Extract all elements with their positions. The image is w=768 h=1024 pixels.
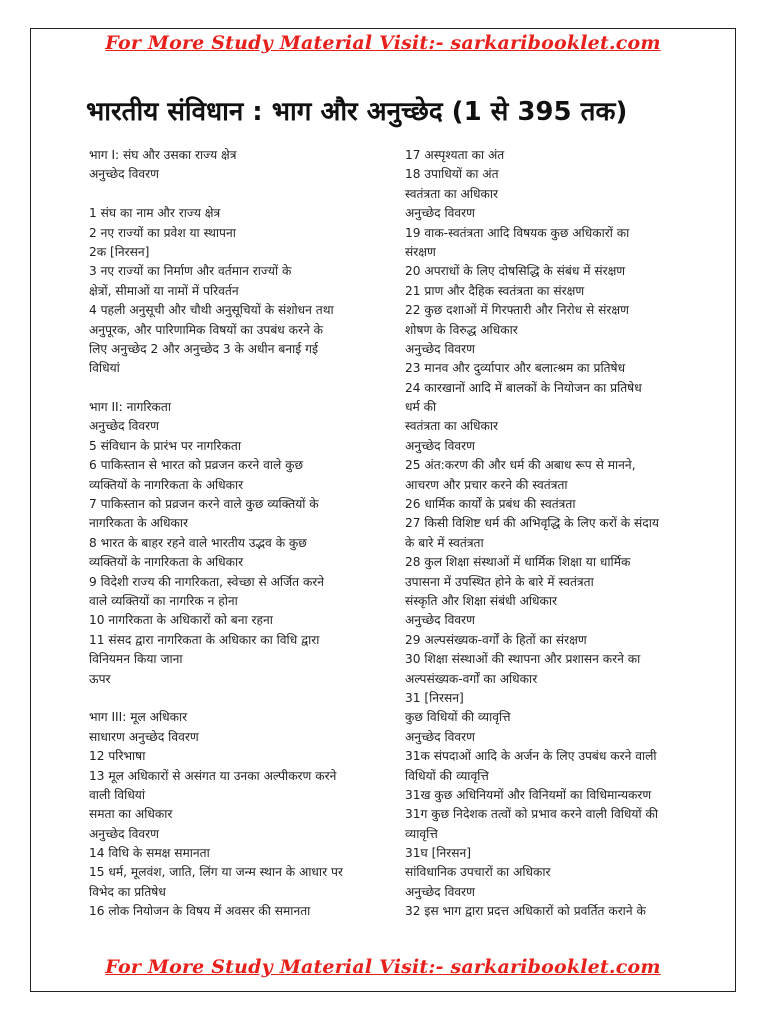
text-line: व्यक्तियों के नागरिकता के अधिकार [89, 555, 244, 570]
text-line: विधियां [89, 361, 120, 376]
text-line: 31क संपदाओं आदि के अर्जन के लिए उपबंध करने वाली [405, 749, 657, 764]
text-line: 13 मूल अधिकारों से असंगत या उनका अल्पीकरण करने [89, 768, 337, 783]
text-line: विभेद का प्रतिषेध [89, 884, 166, 899]
text-line: समता का अधिकार [89, 807, 173, 822]
text-line: 25 अंत:करण की और धर्म की अबाध रूप से मानने, [405, 458, 636, 473]
text-line: 15 धर्म, मूलवंश, जाति, लिंग या जन्म स्थान के आधार पर [89, 865, 343, 880]
text-line: 32 इस भाग द्वारा प्रदत्त अधिकारों को प्रवर्तित कराने के [405, 904, 646, 919]
spacer-line [89, 185, 389, 204]
text-line: भाग II: नागरिकता [89, 400, 172, 415]
text-line: 29 अल्पसंख्यक-वर्गों के हितों का संरक्षण [405, 632, 587, 647]
spacer-line [89, 379, 389, 398]
text-line: 12 परिभाषा [89, 749, 146, 764]
text-line: लिए अनुच्छेद 2 और अनुच्छेद 3 के अधीन बनाई गई [89, 341, 318, 356]
text-line: 26 धार्मिक कार्यों के प्रबंध की स्वतंत्रता [405, 497, 576, 512]
text-line: विधियों की व्यावृत्ति [405, 768, 489, 783]
text-line: अल्पसंख्यक-वर्गों का अधिकार [405, 671, 538, 686]
text-line: 4 पहली अनुसूची और चौथी अनुसूचियों के संशोधन तथा [89, 303, 334, 318]
text-line: 5 संविधान के प्रारंभ पर नागरिकता [89, 438, 242, 453]
text-line: 28 कुल शिक्षा संस्थाओं में धार्मिक शिक्षा या धार्मिक [405, 555, 631, 570]
text-line: कुछ विधियों की व्यावृत्ति [405, 710, 511, 725]
text-line: 8 भारत के बाहर रहने वाले भारतीय उद्भव के कुछ [89, 535, 307, 550]
text-line: अनुच्छेद विवरण [405, 438, 475, 453]
footer-banner-link[interactable]: For More Study Material Visit:- sarkaribooklet.com [105, 956, 661, 978]
text-line: अनुच्छेद विवरण [405, 884, 475, 899]
text-line: 23 मानव और दुर्व्यापार और बलात्श्रम का प्रतिषेध [405, 361, 626, 376]
text-line: 3 नए राज्यों का निर्माण और वर्तमान राज्यों के [89, 264, 292, 279]
text-line: 31ग कुछ निदेशक तत्वों को प्रभाव करने वाली विधियों की [405, 807, 659, 822]
text-line: 22 कुछ दशाओं में गिरफ्तारी और निरोध से संरक्षण [405, 303, 629, 318]
text-line: 14 विधि के समक्ष समानता [89, 846, 210, 861]
text-line: अनुच्छेद विवरण [89, 167, 159, 182]
text-line: 17 अस्पृश्यता का अंत [405, 148, 505, 162]
text-line: 1 संघ का नाम और राज्य क्षेत्र [89, 206, 221, 221]
text-line: विनियमन किया जाना [89, 652, 183, 667]
text-line: 31घ [निरसन] [405, 846, 472, 861]
text-line: अनुपूरक, और पारिणामिक विषयों का उपबंध करने के [89, 322, 324, 337]
text-line: भाग I: संघ और उसका राज्य क्षेत्र [89, 148, 237, 162]
text-line: स्वतंत्रता का अधिकार [405, 186, 499, 201]
text-line: सांविधानिक उपचारों का अधिकार [405, 865, 551, 880]
text-line: अनुच्छेद विवरण [405, 341, 475, 356]
text-line: अनुच्छेद विवरण [405, 613, 475, 628]
text-line: 18 उपाधियों का अंत [405, 167, 499, 182]
text-line: 11 संसद द्वारा नागरिकता के अधिकार का विधि द्वारा [89, 632, 320, 647]
text-line: 24 कारखानों आदि में बालकों के नियोजन का प्रतिषेध [405, 380, 642, 395]
right-column [405, 146, 695, 922]
text-line: व्यक्तियों के नागरिकता के अधिकार [89, 477, 244, 492]
text-line: आचरण और प्रचार करने की स्वतंत्रता [405, 477, 568, 492]
text-line: व्यावृत्ति [405, 826, 438, 841]
text-line: 31ख कुछ अधिनियमों और विनियमों का विधिमान्यकरण [405, 787, 652, 802]
text-line: संस्कृति और शिक्षा संबंधी अधिकार [405, 593, 558, 608]
text-line: वाली विधियां [89, 787, 146, 802]
text-line: 7 पाकिस्तान को प्रव्रजन करने वाले कुछ व्यक्तियों के [89, 497, 319, 512]
text-line: 21 प्राण और दैहिक स्वतंत्रता का संरक्षण [405, 283, 585, 298]
text-line: वाले व्यक्तियों का नागरिक न होना [89, 593, 238, 608]
document-title: भारतीय संविधान : भाग और अनुच्छेद (1 से 395 तक) [86, 97, 628, 127]
text-line: 20 अपराधों के लिए दोषसिद्धि के संबंध में संरक्षण [405, 264, 626, 279]
text-line: शोषण के विरुद्ध अधिकार [405, 322, 518, 337]
text-line: अनुच्छेद विवरण [89, 419, 159, 434]
text-line: अनुच्छेद विवरण [405, 729, 475, 744]
text-line: स्वतंत्रता का अधिकार [405, 419, 499, 434]
text-line: 19 वाक-स्वतंत्रता आदि विषयक कुछ अधिकारों का [405, 225, 630, 240]
text-line: नागरिकता के अधिकार [89, 516, 188, 531]
text-line: अनुच्छेद विवरण [89, 826, 159, 841]
spacer-line [89, 689, 389, 708]
left-column [89, 146, 389, 922]
text-line: 2 नए राज्यों का प्रवेश या स्थापना [89, 225, 236, 240]
text-line: क्षेत्रों, सीमाओं या नामों में परिवर्तन [89, 283, 239, 298]
text-line: 9 विदेशी राज्य की नागरिकता, स्वेच्छा से अर्जित करने [89, 574, 325, 589]
header-banner-link[interactable]: For More Study Material Visit:- sarkaribooklet.com [105, 32, 661, 54]
text-line: 2क [निरसन] [89, 244, 150, 259]
text-line: संरक्षण [405, 244, 436, 259]
text-line: 10 नागरिकता के अधिकारों को बना रहना [89, 613, 273, 628]
text-line: के बारे में स्वतंत्रता [405, 535, 484, 550]
text-line: ऊपर [89, 671, 111, 686]
text-line: 6 पाकिस्तान से भारत को प्रव्रजन करने वाले कुछ [89, 458, 304, 473]
text-line: अनुच्छेद विवरण [405, 206, 475, 221]
text-line: भाग III: मूल अधिकार [89, 710, 188, 725]
text-line: धर्म की [405, 400, 437, 415]
text-line: 30 शिक्षा संस्थाओं की स्थापना और प्रशासन करने का [405, 652, 641, 667]
text-line: साधारण अनुच्छेद विवरण [89, 729, 199, 744]
text-line: उपासना में उपस्थित होने के बारे में स्वतंत्रता [405, 574, 594, 589]
text-line: 16 लोक नियोजन के विषय में अवसर की समानता [89, 904, 311, 919]
text-line: 27 किसी विशिष्ट धर्म की अभिवृद्धि के लिए करों के संदाय [405, 516, 659, 531]
text-line: 31 [निरसन] [405, 690, 464, 705]
